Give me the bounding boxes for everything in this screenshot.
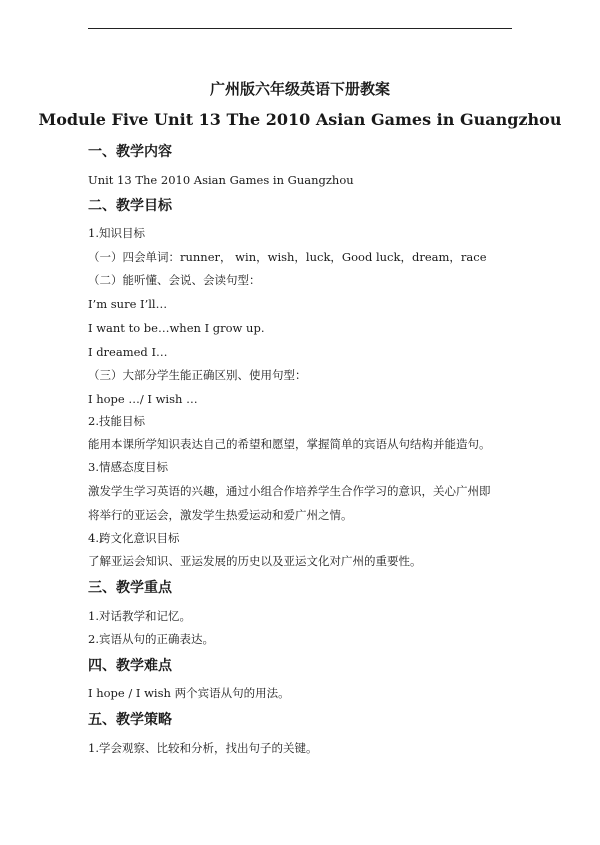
paragraph: 2.技能目标 bbox=[88, 414, 145, 428]
paragraph: （三）大部分学生能正确区别、使用句型： bbox=[88, 368, 307, 382]
header-rule bbox=[88, 28, 512, 29]
paragraph: 1.对话教学和记忆。 bbox=[88, 609, 191, 623]
paragraph: I’m sure I’ll… bbox=[88, 297, 168, 311]
paragraph: 将举行的亚运会，激发学生热爱运动和爱广州之情。 bbox=[88, 508, 353, 522]
document-title-chinese: 广州版六年级英语下册教案 bbox=[209, 80, 390, 98]
document-title-english: Module Five Unit 13 The 2010 Asian Games in Guangzhou bbox=[38, 110, 562, 129]
paragraph: 了解亚运会知识、亚运发展的历史以及亚运文化对广州的重要性。 bbox=[88, 554, 422, 568]
paragraph: I dreamed I… bbox=[88, 345, 168, 359]
section-heading-objectives: 二、教学目标 bbox=[88, 198, 172, 214]
paragraph: （二）能听懂、会说、会读句型： bbox=[88, 273, 261, 287]
section-heading-difficulties: 四、教学难点 bbox=[88, 658, 172, 674]
paragraph: （一）四会单词：runner， win，wish，luck，Good luck，dream，race bbox=[88, 250, 487, 264]
section-heading-content: 一、教学内容 bbox=[88, 144, 172, 160]
paragraph: 激发学生学习英语的兴趣，通过小组合作培养学生合作学习的意识，关心广州即 bbox=[88, 484, 491, 498]
paragraph: 4.跨文化意识目标 bbox=[88, 531, 180, 545]
section-heading-key-points: 三、教学重点 bbox=[88, 580, 172, 596]
paragraph: 3.情感态度目标 bbox=[88, 460, 168, 474]
paragraph: I want to be…when I grow up. bbox=[88, 321, 265, 335]
paragraph: Unit 13 The 2010 Asian Games in Guangzhou bbox=[88, 173, 354, 187]
paragraph: 能用本课所学知识表达自己的希望和愿望，掌握简单的宾语从句结构并能造句。 bbox=[88, 437, 491, 451]
paragraph: 1.知识目标 bbox=[88, 226, 145, 240]
paragraph: 1.学会观察、比较和分析，找出句子的关键。 bbox=[88, 741, 318, 755]
paragraph: 2.宾语从句的正确表达。 bbox=[88, 632, 214, 646]
section-heading-strategies: 五、教学策略 bbox=[88, 712, 172, 728]
paragraph: I hope …/ I wish … bbox=[88, 392, 198, 406]
paragraph: I hope / I wish 两个宾语从句的用法。 bbox=[88, 686, 290, 700]
